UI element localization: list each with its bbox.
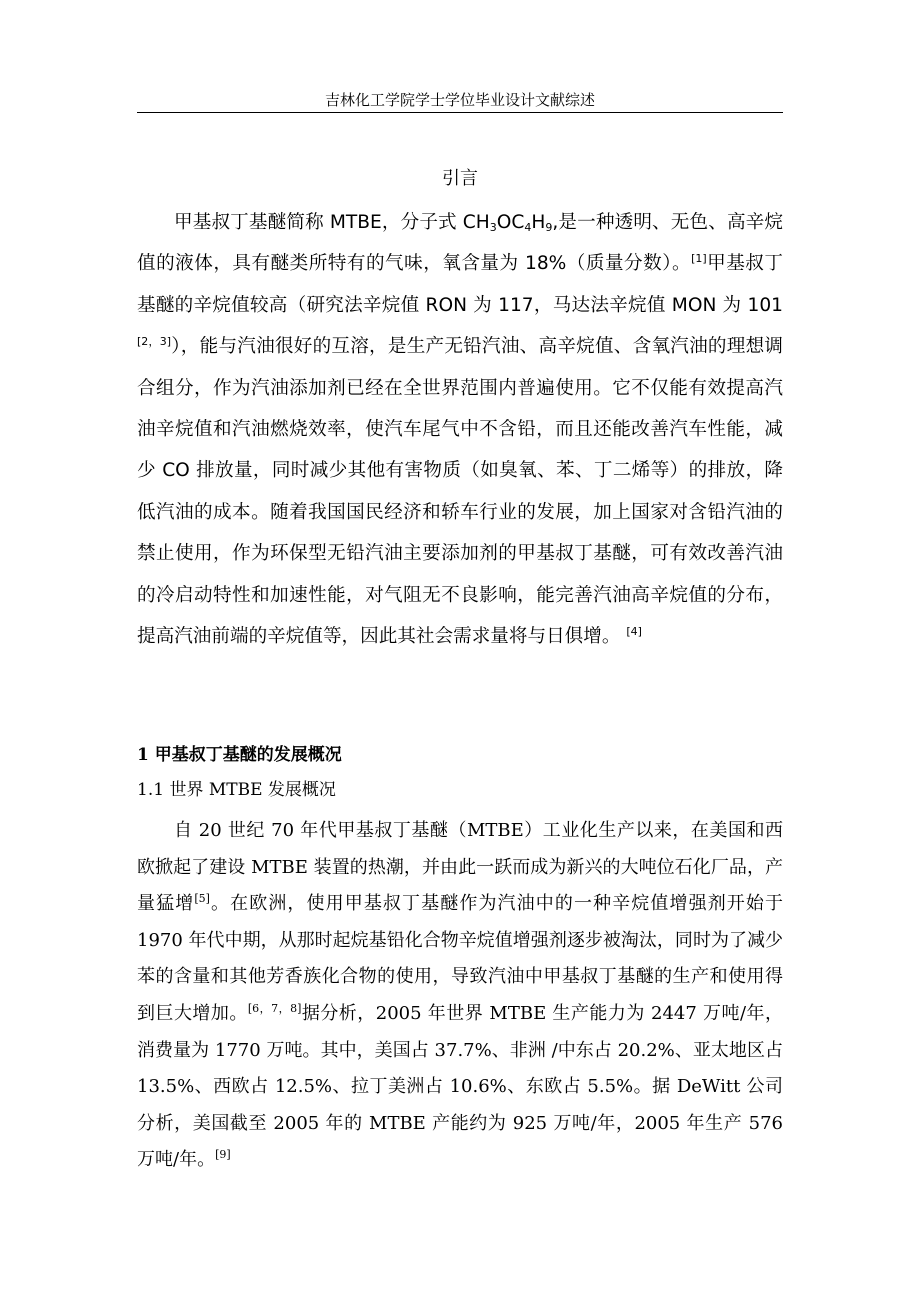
citation-ref: [4] — [626, 625, 642, 639]
text-run: ），能与汽油很好的互溶，是生产无铅汽油、高辛烷值、含氧汽油的理想调合组分，作为汽油添加剂已经在全世界范围内普遍使用。它不仅能有效提高汽油辛烷值和汽油燃烧效率，使汽车尾气中不含铅，而且还能改善汽车性能，减少 CO 排放量，同时减少其他有害物质（如臭氧、苯、丁二烯等）的排放，降低汽油的成本。随着我国国民经济和轿车行业的发展，加上国家对含铅汽油的禁止使用，作为环保型无铅汽油主要添加剂的甲基叔丁基醚，可有效改善汽油的冷启动特性和加速性能，对气阻无不良影响，能完善汽油高辛烷值的分布，提高汽油前端的辛烷值等，因此其社会需求量将与日俱增。 — [137, 336, 783, 648]
section-heading: 1 甲基叔丁基醚的发展概况 — [137, 745, 342, 765]
body-paragraph — [137, 813, 783, 1179]
text-run: 甲基叔丁基醚简称 MTBE，分子式 CH — [174, 212, 490, 233]
citation-ref: [6，7，8] — [247, 1001, 302, 1015]
citation-ref: [2，3] — [137, 335, 172, 349]
subsection-heading: 1.1 世界 MTBE 发展概况 — [137, 780, 336, 800]
header-title: 吉林化工学院学士学位毕业设计文献综述 — [324, 91, 595, 109]
intro-heading: 引言 — [442, 168, 478, 189]
citation-ref: [9] — [215, 1148, 231, 1162]
citation-ref: [1] — [691, 252, 707, 266]
header-rule — [137, 112, 783, 113]
subsection-body — [137, 813, 783, 1179]
text-run: 据分析，2005 年世界 MTBE 生产能力为 2447 万吨/年，消费量为 1770 万吨。其中，美国占 37.7%、非洲 /中东占 20.2%、亚太地区占 13.5%、西欧占 12.5%、拉丁美洲占 10.6%、东欧占 5.5%。据 DeWitt 公司分析，美国截至 2005 年的 MTBE 产能约为 925 万吨/年，2005 年生产 576 万吨/年。 — [137, 1002, 783, 1171]
text-run: ,是一种透明、无色、高辛烷值的液体，具有醚类所特有的气味，氧含量为 18%（质量分数）。 — [137, 212, 783, 275]
subscript: 9 — [545, 221, 553, 234]
text-run: 。在欧洲，使用甲基叔丁基醚作为汽油中的一种辛烷值增强剂开始于 1970 年代中期，从那时起烷基铅化合物辛烷值增强剂逐步被淘汰，同时为了减少苯的含量和其他芳香族化合物的使用，导致汽油中甲基叔丁基醚的生产和使用得到巨大增加。 — [137, 893, 783, 1024]
text-run: 自 20 世纪 70 年代甲基叔丁基醚（MTBE）工业化生产以来，在美国和西欧掀起了建设 MTBE 装置的热潮，并由此一跃而成为新兴的大吨位石化厂品，产量猛增 — [137, 820, 783, 915]
intro-paragraph — [137, 202, 783, 657]
subscript: 4 — [524, 221, 532, 234]
page-header — [137, 90, 783, 110]
text-run: H — [531, 212, 546, 233]
subscript: 3 — [489, 221, 497, 234]
citation-ref: [5] — [194, 892, 210, 906]
text-run: OC — [496, 212, 525, 233]
text-run: 甲基叔丁基醚的辛烷值较高（研究法辛烷值 RON 为 117，马达法辛烷值 MON 为 101 — [137, 253, 783, 316]
intro-section — [137, 202, 783, 657]
